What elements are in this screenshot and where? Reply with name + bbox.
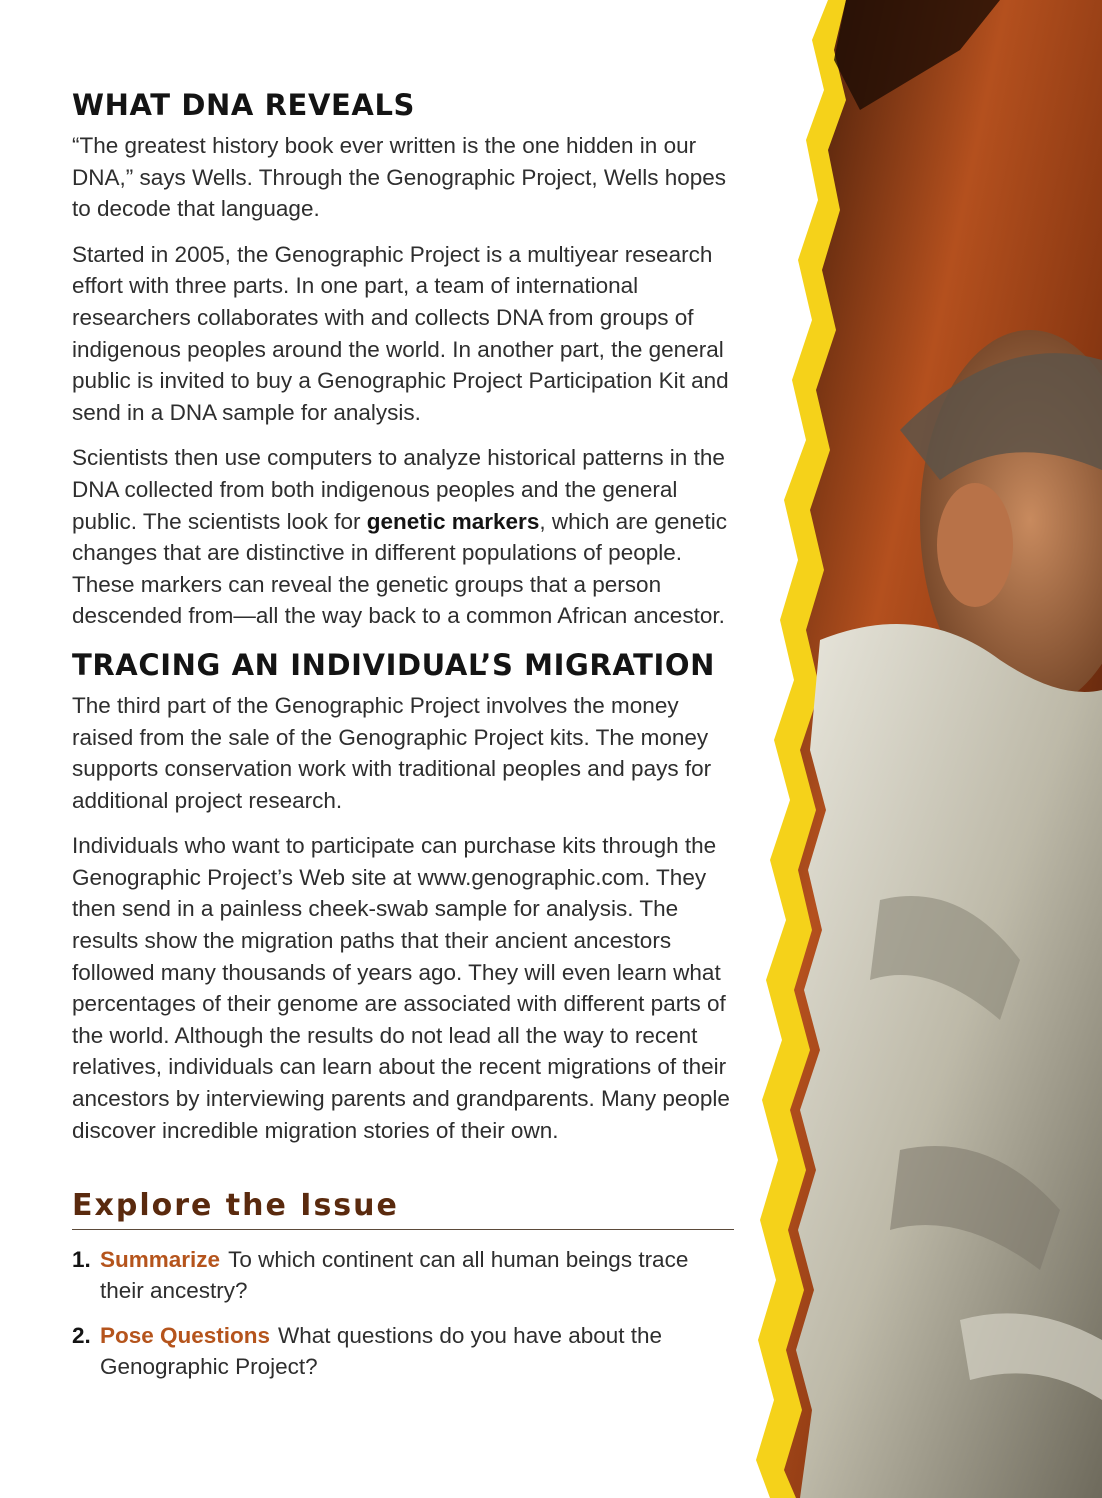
- question-label: Pose Questions: [100, 1323, 271, 1348]
- ear: [937, 483, 1013, 607]
- section-heading-what-dna-reveals: WHAT DNA REVEALS: [72, 88, 416, 122]
- paragraph-genetic-markers: Scientists then use computers to analyze historical patterns in the DNA collected from both indigenous peoples and the general public. The scientists look for genetic markers, which are genetic changes that are distinctive in different populations of people. These markers can reveal the genetic groups that a person descended from—all the way back to a common African ancestor.: [72, 445, 727, 629]
- question-label: Summarize: [100, 1247, 221, 1272]
- question-number: 2.: [72, 1323, 91, 1348]
- section-heading-tracing-migration: TRACING AN INDIVIDUAL’S MIGRATION: [72, 647, 716, 682]
- question-item: [72, 1244, 734, 1306]
- paragraph: The third part of the Genographic Project involves the money raised from the sale of the Genographic Project kits. The money supports conservation work with traditional peoples and pays for additional project research.: [72, 692, 712, 813]
- question-body: [100, 1244, 734, 1306]
- explore-title: Explore the Issue: [72, 1188, 734, 1230]
- paragraph: Started in 2005, the Genographic Project is a multiyear research effort with three parts. In one part, a team of international researchers collaborates with and collects DNA from groups of indigenous peoples around the world. In another part, the general public is invited to buy a Genographic Project Participation Kit and send in a DNA sample for analysis.: [72, 241, 729, 425]
- question-text: To which continent can all human beings trace their ancestry?: [100, 1247, 689, 1303]
- key-term-genetic-markers: genetic markers: [366, 508, 540, 534]
- main-text-column: [72, 86, 737, 1160]
- paragraph: “The greatest history book ever written is the one hidden in our DNA,” says Wells. Through the Genographic Project, Wells hopes to decode that language.: [72, 133, 727, 222]
- question-item: [72, 1320, 734, 1382]
- paragraph: Individuals who want to participate can purchase kits through the Genographic Project’s Web site at www.genographic.com. They then send in a painless cheek-swab sample for analysis. The results show the migration paths that their ancient ancestors followed many thousands of years ago. They will even learn what percentages of their genome are associated with different parts of the world. Although the results do not lead all the way to recent relatives, individuals can learn about the recent migrations of their ancestors by interviewing parents and grandparents. Many people discover incredible migration stories of their own.: [72, 833, 730, 1143]
- explore-the-issue-box: [72, 1188, 734, 1382]
- question-number: 1.: [72, 1247, 91, 1272]
- question-text: What questions do you have about the Genographic Project?: [100, 1323, 663, 1379]
- question-body: [100, 1320, 734, 1382]
